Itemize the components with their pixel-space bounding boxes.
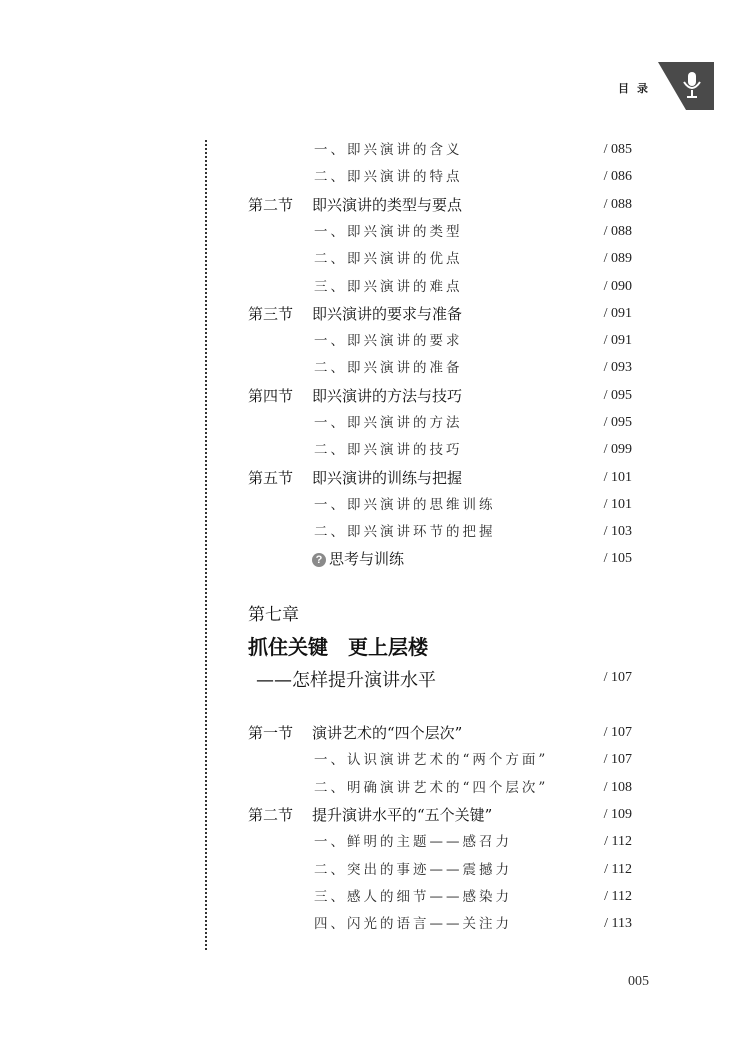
chapter-page: / 107 [603,670,632,685]
toc-subitem[interactable] [248,494,632,516]
toc-title: 二、明确演讲艺术的“四个层次” [314,779,549,796]
toc-subitem[interactable] [248,521,632,543]
toc-title: 一、即兴演讲的思维训练 [314,496,496,513]
exercise-row[interactable] [248,548,632,570]
exercise-page: / 105 [603,551,632,566]
toc-page: / 090 [603,278,632,294]
toc-section[interactable] [248,194,632,216]
microphone-icon [656,60,716,112]
toc-title: 三、即兴演讲的难点 [314,278,463,295]
toc-subitem[interactable] [248,139,632,161]
toc-title: 二、即兴演讲的准备 [314,360,463,377]
toc-title: 一、鲜明的主题——感召力 [314,834,512,851]
toc-page: / 107 [603,725,632,740]
toc-page: / 101 [603,469,632,485]
page-number: 005 [628,974,649,989]
toc-title: 一、即兴演讲的含义 [314,142,463,158]
dotted-divider [205,140,207,950]
toc-title: 即兴演讲的要求与准备 [312,304,463,323]
toc-subitem[interactable] [248,221,632,243]
toc-section[interactable] [248,804,632,826]
question-icon: ? [312,553,326,567]
toc-section[interactable] [248,467,632,489]
toc-page: / 101 [603,496,632,512]
section-label: 第二节 [248,805,294,824]
toc-title: 即兴演讲的类型与要点 [312,195,463,214]
toc-subitem[interactable] [248,439,632,461]
toc-section[interactable] [248,385,632,407]
exercise-title: 思考与训练 [329,550,405,568]
chapter-title: 抓住关键 更上层楼 [248,635,428,659]
toc-page: / 091 [603,333,632,349]
toc-page: / 112 [604,888,632,904]
toc-title: 一、即兴演讲的方法 [314,415,463,431]
toc-page: / 109 [603,806,632,822]
toc-subitem[interactable] [248,913,632,935]
section-label: 第三节 [248,304,294,323]
toc-title: 一、即兴演讲的要求 [314,333,463,350]
toc-subitem[interactable] [248,276,632,298]
toc-page: / 107 [603,752,632,768]
toc-subitem[interactable] [248,330,632,352]
toc-page: / 113 [604,916,632,932]
header-label: 目录 [618,83,656,95]
toc-page: / 093 [603,360,632,376]
toc-title: 二、即兴演讲环节的把握 [314,524,496,541]
toc-title: 即兴演讲的方法与技巧 [312,386,463,405]
toc-title: 一、即兴演讲的类型 [314,223,463,240]
toc-subitem[interactable] [248,412,632,434]
toc-page: / 088 [603,223,632,239]
toc-page: / 088 [603,196,632,212]
section-label: 第一节 [248,724,294,742]
toc-subitem[interactable] [248,749,632,771]
toc-subitem[interactable] [248,248,632,270]
toc-title: 演讲艺术的“四个层次” [312,724,463,742]
toc-page: / 085 [603,142,632,157]
toc-section[interactable] [248,303,632,325]
toc-subitem[interactable] [248,859,632,881]
toc-page: / 095 [603,387,632,403]
chapter-subtitle: ——怎样提升演讲水平 [256,670,436,691]
chapter-number: 第七章 [248,605,299,624]
toc-page: / 086 [603,169,632,185]
toc-page: / 103 [603,524,632,540]
toc-title: 四、闪光的语言——关注力 [314,916,512,933]
toc-page: / 089 [603,251,632,267]
toc-title: 一、认识演讲艺术的“两个方面” [314,752,549,769]
toc-page: / 108 [603,779,632,795]
toc-page: / 099 [603,442,632,458]
toc-subitem[interactable] [248,777,632,799]
toc-section[interactable] [248,722,632,744]
toc-subitem[interactable] [248,886,632,908]
toc-title: 二、突出的事迹——震撼力 [314,861,512,878]
toc-title: 二、即兴演讲的技巧 [314,442,463,459]
toc-page: / 112 [604,834,632,850]
toc-page: / 091 [603,305,632,321]
toc-title: 二、即兴演讲的特点 [314,169,463,186]
section-label: 第二节 [248,195,294,214]
toc-title: 三、感人的细节——感染力 [314,888,512,905]
toc-title: 即兴演讲的训练与把握 [312,468,463,487]
toc-subitem[interactable] [248,166,632,188]
toc-page: / 112 [604,861,632,877]
toc-title: 二、即兴演讲的优点 [314,251,463,268]
toc-title: 提升演讲水平的“五个关键” [312,805,493,824]
section-label: 第四节 [248,386,294,405]
toc-subitem[interactable] [248,357,632,379]
section-label: 第五节 [248,468,294,487]
toc-subitem[interactable] [248,831,632,853]
toc-page: / 095 [603,415,632,430]
